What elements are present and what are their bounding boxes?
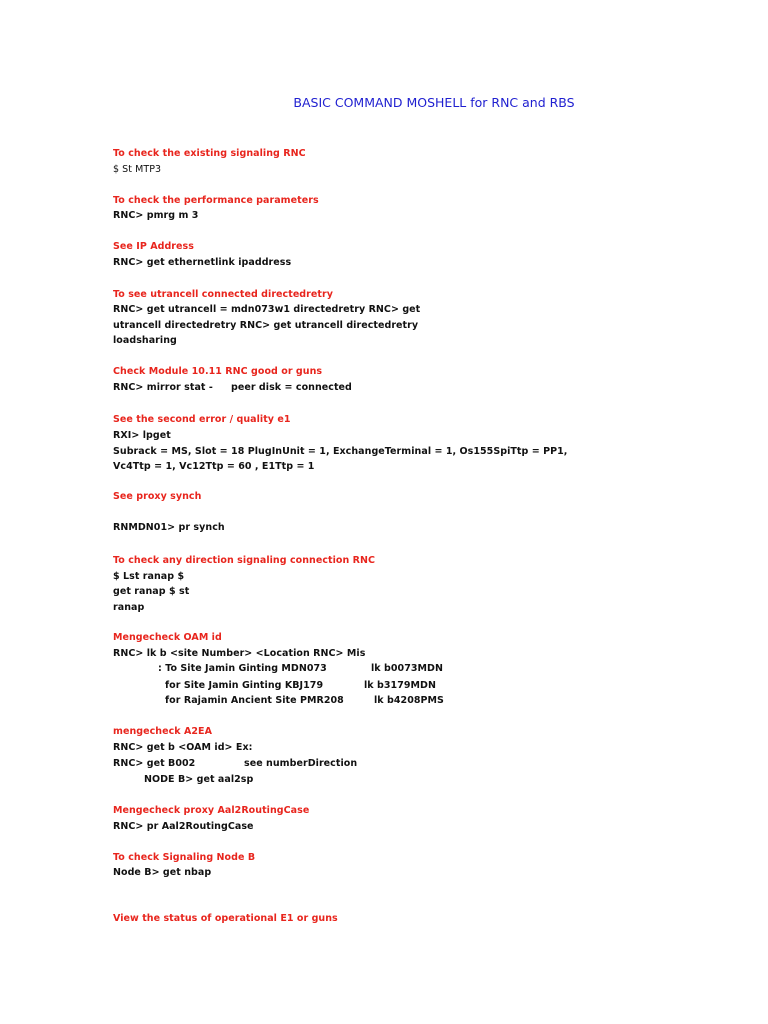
command-line: loadsharing [113,335,177,346]
section-heading-oam: Mengecheck OAM id [113,632,222,643]
command-line: RNC> get utrancell = mdn073w1 directedretry RNC> get [113,304,421,315]
command-line: peer disk = connected [231,382,352,393]
command-line: : To Site Jamin Ginting MDN073 [158,663,327,674]
section-heading-ip: See IP Address [113,241,194,252]
command-line: RNC> get B002 [113,758,196,769]
command-line: Node B> get nbap [113,867,212,878]
section-heading-nodeb: To check Signaling Node B [113,852,256,863]
command-line: lk b0073MDN [371,663,443,674]
command-line: RNC> get ethernetlink ipaddress [113,257,292,268]
command-line: see numberDirection [244,758,358,769]
command-line: RNMDN01> pr synch [113,522,225,533]
command-line: for Site Jamin Ginting KBJ179 [165,680,324,691]
section-heading-module: Check Module 10.11 RNC good or guns [113,366,323,377]
section-heading-a2ea: mengecheck A2EA [113,726,212,737]
command-line: get ranap $ st [113,586,190,597]
section-heading-e1-quality: See the second error / quality e1 [113,414,291,425]
command-line: Subrack = MS, Slot = 18 PlugInUnit = 1, ExchangeTerminal = 1, Os155SpiTtp = PP1, [113,446,568,457]
section-heading-utrancell: To see utrancell connected directedretry [113,289,333,300]
command-line: RNC> pmrg m 3 [113,210,199,221]
command-line: RNC> pr Aal2RoutingCase [113,821,254,832]
command-line: Vc4Ttp = 1, Vc12Ttp = 60 , E1Ttp = 1 [113,461,315,472]
command-line: RNC> mirror stat - [113,382,213,393]
page-title: BASIC COMMAND MOSHELL for RNC and RBS [293,95,575,110]
command-line: lk b3179MDN [364,680,436,691]
command-line: RXI> lpget [113,430,171,441]
command-line: $ St MTP3 [113,164,162,175]
command-line: utrancell directedretry RNC> get utrancell directedretry [113,320,419,331]
section-heading-aal2: Mengecheck proxy Aal2RoutingCase [113,805,310,816]
command-line: ranap [113,602,145,613]
command-line: for Rajamin Ancient Site PMR208 [165,695,344,706]
section-heading-direction: To check any direction signaling connection RNC [113,555,376,566]
section-heading-signaling: To check the existing signaling RNC [113,148,306,159]
command-line: RNC> get b <OAM id> Ex: [113,742,253,753]
section-heading-performance: To check the performance parameters [113,195,319,206]
command-line: NODE B> get aal2sp [144,774,254,785]
command-line: RNC> lk b <site Number> <Location RNC> Mis [113,648,366,659]
command-line: lk b4208PMS [374,695,444,706]
section-heading-e1-status: View the status of operational E1 or guns [113,913,338,924]
section-heading-proxy-synch: See proxy synch [113,491,202,502]
command-line: $ Lst ranap $ [113,571,185,582]
